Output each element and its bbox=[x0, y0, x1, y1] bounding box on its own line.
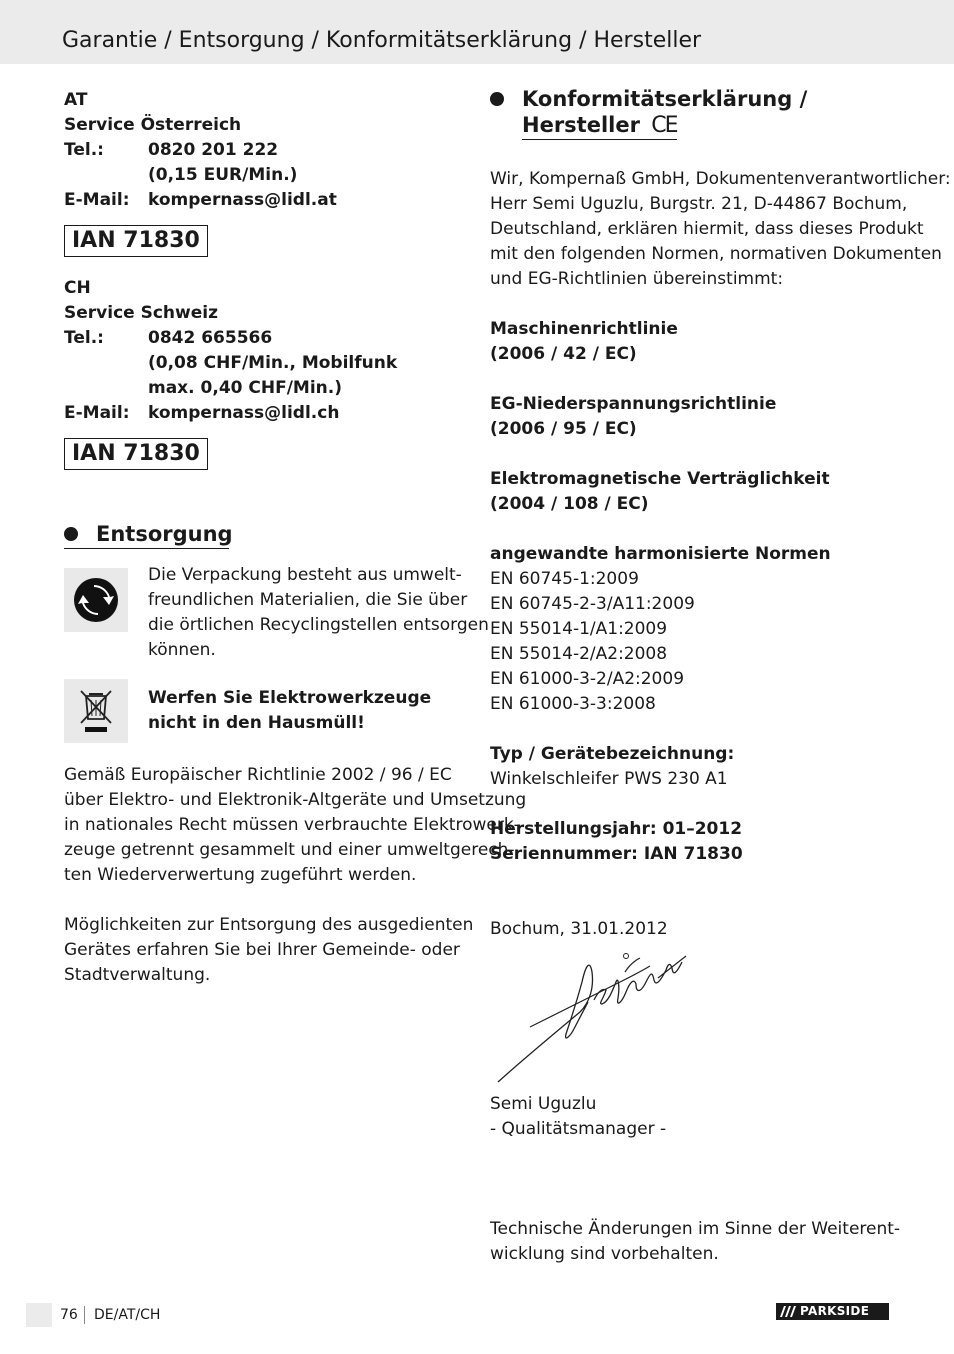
heading-underline bbox=[64, 548, 229, 549]
disposal-paragraph-2: Möglichkeiten zur Entsorgung des ausgedienten Gerätes erfahren Sie bei Ihrer Gemeinde- oder Stadtverwaltung. bbox=[64, 915, 474, 985]
service-name-at: Service Österreich bbox=[64, 115, 242, 135]
entsorgung-section bbox=[64, 521, 527, 988]
email-row-ch bbox=[64, 401, 474, 426]
signer-name: Semi Uguzlu bbox=[490, 1094, 597, 1114]
tel-label: Tel.: bbox=[64, 328, 104, 348]
norm-item: EN 60745-2-3/A11:2009 bbox=[490, 594, 695, 614]
brand-logo bbox=[776, 1303, 889, 1320]
directive-emc: Elektromagnetische Verträglichkeit (2004 / 108 / EC) bbox=[490, 469, 830, 514]
norm-item: EN 60745-1:2009 bbox=[490, 569, 639, 589]
recycling-row bbox=[64, 565, 489, 663]
left-column bbox=[64, 88, 527, 988]
service-ch-block bbox=[64, 276, 474, 470]
email-row-at bbox=[64, 188, 474, 213]
tel-row-ch bbox=[64, 326, 474, 351]
tel-label: Tel.: bbox=[64, 140, 104, 160]
right-column bbox=[490, 86, 951, 1267]
tel-note-row-ch-1 bbox=[64, 351, 474, 376]
email-address[interactable]: kompernass@lidl.at bbox=[148, 190, 337, 210]
production-info: Herstellungsjahr: 01–2012 Seriennummer: IAN 71830 bbox=[490, 819, 743, 864]
weee-warning: Werfen Sie Elektrowerkzeuge nicht in den Hausmüll! bbox=[148, 688, 432, 733]
language-code: DE/AT/CH bbox=[94, 1307, 161, 1323]
signer-role: - Qualitätsmanager - bbox=[490, 1119, 667, 1139]
weee-row bbox=[64, 679, 474, 743]
recycling-icon bbox=[64, 568, 128, 632]
recycling-text: Die Verpackung besteht aus umwelt- freundlichen Materialien, die Sie über die örtlichen Recyclingstellen entsorgen können. bbox=[148, 565, 489, 660]
email-label: E-Mail: bbox=[64, 190, 130, 210]
norm-item: EN 61000-3-3:2008 bbox=[490, 694, 656, 714]
country-code-ch: CH bbox=[64, 278, 91, 298]
norm-item: EN 55014-1/A1:2009 bbox=[490, 619, 668, 639]
directive-low-voltage: EG-Niederspannungsrichtlinie (2006 / 95 / EC) bbox=[490, 394, 777, 439]
bullet-icon bbox=[490, 92, 504, 106]
directive-machinery: Maschinenrichtlinie (2006 / 42 / EC) bbox=[490, 319, 678, 364]
ce-mark-icon: CE bbox=[651, 113, 677, 138]
bullet-icon bbox=[64, 527, 78, 541]
footer-tab bbox=[26, 1303, 52, 1327]
country-code-at: AT bbox=[64, 90, 88, 110]
email-label: E-Mail: bbox=[64, 403, 130, 423]
ian-box: IAN 71830 bbox=[64, 225, 208, 257]
tel-note: max. 0,40 CHF/Min.) bbox=[148, 378, 342, 398]
norms-heading: angewandte harmonisierte Normen bbox=[490, 544, 831, 564]
footer-divider bbox=[84, 1306, 85, 1324]
harmonized-norms bbox=[490, 542, 910, 717]
tel-note-row-ch-2 bbox=[64, 376, 474, 401]
tel-note: (0,08 CHF/Min., Mobilfunk bbox=[148, 353, 398, 373]
page-number: 76 bbox=[60, 1307, 78, 1323]
email-address[interactable]: kompernass@lidl.ch bbox=[148, 403, 340, 423]
section-heading-entsorgung: Entsorgung bbox=[64, 521, 474, 547]
signer bbox=[490, 1092, 910, 1142]
brand-stripes-icon bbox=[776, 1303, 798, 1320]
signature-image bbox=[490, 942, 910, 1092]
declaration-intro: Wir, Kompernaß GmbH, Dokumentenverantwortlicher: Herr Semi Uguzlu, Burgstr. 21, D-44867 Bochum, Deutschland, erklären hiermit, dass dieses Produkt mit den folgenden Normen, normativen Dokumenten und EG-Richtlinien übereinstimmt: bbox=[490, 169, 951, 289]
place-date: Bochum, 31.01.2012 bbox=[490, 919, 668, 939]
brand-name: PARKSIDE bbox=[800, 1304, 870, 1318]
technical-changes-note: Technische Änderungen im Sinne der Weiterent- wicklung sind vorbehalten. bbox=[490, 1219, 901, 1264]
product-type: Typ / Gerätebezeichnung: Winkelschleifer PWS 230 A1 bbox=[490, 744, 735, 789]
tel-row-at bbox=[64, 138, 474, 163]
ian-box: IAN 71830 bbox=[64, 438, 208, 470]
tel-note: (0,15 EUR/Min.) bbox=[148, 165, 298, 185]
service-at-block bbox=[64, 88, 474, 257]
norm-item: EN 55014-2/A2:2008 bbox=[490, 644, 668, 664]
page-title: Garantie / Entsorgung / Konformitätserklärung / Hersteller bbox=[62, 28, 702, 53]
tel-number: 0842 665566 bbox=[148, 328, 273, 348]
section-heading-konformitaet: Konformitätserklärung / Hersteller CE bbox=[490, 86, 910, 140]
disposal-paragraph-1: Gemäß Europäischer Richtlinie 2002 / 96 / EC über Elektro- und Elektronik-Altgeräte und Umsetzung in nationales Recht müssen verbrauchte Elektrowerk- zeuge getrennt gesammelt und einer umweltgerech- ten Wiederverwertung zugeführt werden. bbox=[64, 765, 527, 885]
service-name-ch: Service Schweiz bbox=[64, 303, 218, 323]
crossed-bin-icon bbox=[64, 679, 128, 743]
tel-number: 0820 201 222 bbox=[148, 140, 279, 160]
page-header bbox=[0, 0, 954, 64]
norm-item: EN 61000-3-2/A2:2009 bbox=[490, 669, 685, 689]
tel-note-row-at bbox=[64, 163, 474, 188]
